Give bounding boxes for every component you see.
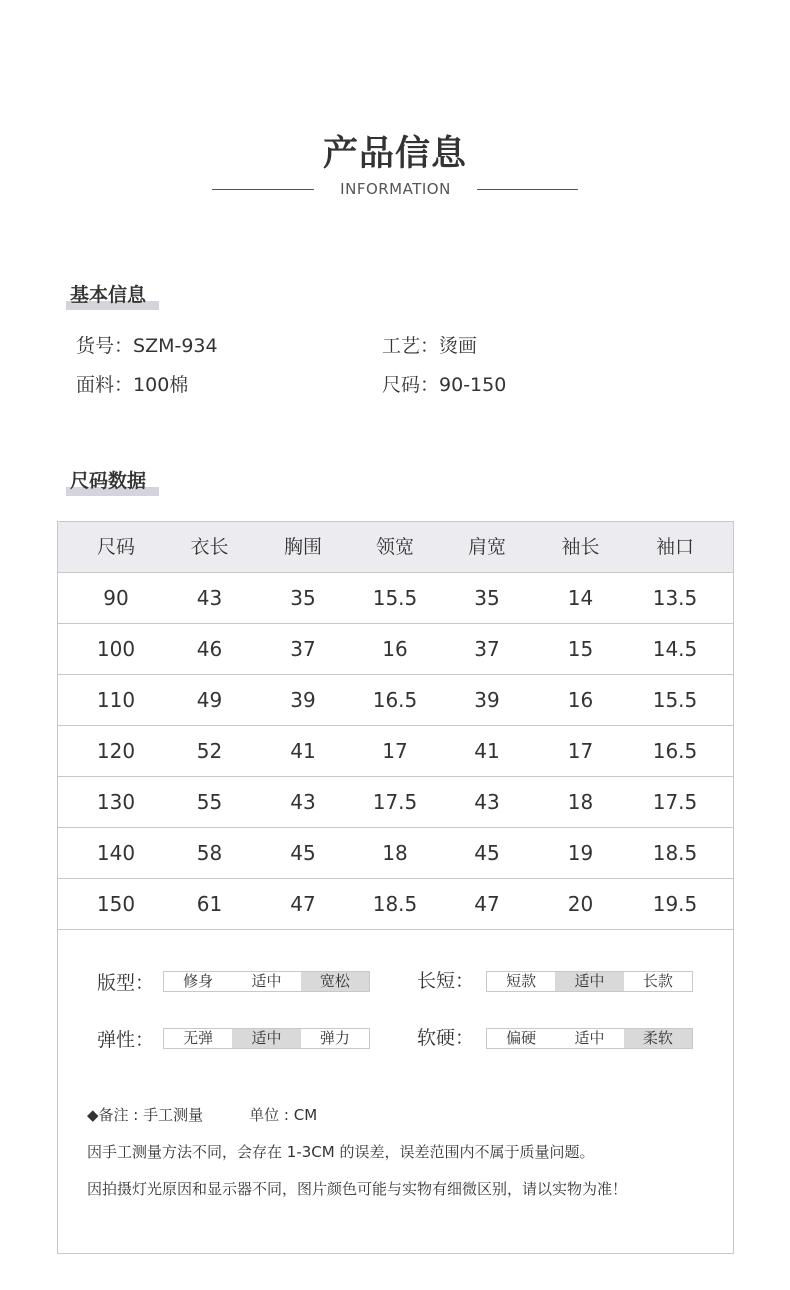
table-cell: 16.5: [652, 739, 698, 763]
softness-options: [486, 1028, 693, 1049]
softness-option-soft: 柔软: [624, 1029, 692, 1048]
subtitle-row: [0, 180, 790, 200]
table-cell: 39: [474, 688, 500, 712]
note-color-difference: 因拍摄灯光原因和显示器不同，图片颜色可能与实物有细微区别，请以实物为准！: [87, 1180, 628, 1198]
note-measurement-error: 因手工测量方法不同，会存在 1-3CM 的误差，误差范围内不属于质量问题。: [87, 1143, 595, 1161]
column-header: 袖口: [655, 536, 694, 558]
column-header: 尺码: [96, 536, 135, 558]
length-option-regular: 适中: [555, 972, 623, 991]
table-cell: 35: [290, 586, 316, 610]
table-cell: 37: [290, 637, 316, 661]
table-cell: 110: [96, 688, 136, 712]
table-cell: 14: [567, 586, 594, 610]
page-subtitle: INFORMATION: [340, 180, 451, 198]
info-item-craft: [382, 331, 477, 358]
table-cell: 35: [474, 586, 500, 610]
table-row: [58, 879, 733, 930]
table-cell: 13.5: [652, 586, 698, 610]
table-cell: 39: [290, 688, 316, 712]
table-cell: 41: [290, 739, 316, 763]
table-cell: 19: [567, 841, 594, 865]
column-header: 衣长: [190, 536, 229, 558]
table-cell: 130: [96, 790, 136, 814]
softness-option-stiff: 偏硬: [506, 1029, 537, 1047]
table-cell: 52: [196, 739, 223, 763]
info-item-style-number: [76, 331, 218, 358]
table-cell: 15: [567, 637, 594, 661]
table-cell: 41: [474, 739, 500, 763]
table-cell: 19.5: [652, 892, 698, 916]
table-cell: 55: [196, 790, 223, 814]
elasticity-option-none: 无弹: [183, 1029, 214, 1047]
table-cell: 17: [382, 739, 408, 763]
table-cell: 58: [196, 841, 223, 865]
info-item-size-range: [382, 370, 506, 397]
remark-line: [87, 1104, 317, 1125]
table-cell: 47: [290, 892, 316, 916]
table-cell: 47: [474, 892, 500, 916]
table-row: [58, 828, 733, 879]
page-title: 产品信息: [322, 134, 467, 174]
length-options: [486, 971, 693, 992]
info-value: 90-150: [439, 374, 507, 396]
table-cell: 18: [382, 841, 408, 865]
table-cell: 45: [290, 841, 316, 865]
table-cell: 120: [96, 739, 136, 763]
fit-option-regular: 适中: [251, 972, 282, 990]
table-cell: 17: [567, 739, 594, 763]
elasticity-label: 弹性：: [97, 1029, 155, 1051]
info-value: SZM-934: [133, 335, 218, 357]
column-header: 袖长: [561, 536, 600, 558]
fit-option-slim: 修身: [183, 972, 214, 990]
table-cell: 15.5: [652, 688, 698, 712]
basic-info-heading-text: 基本信息: [70, 284, 147, 306]
table-cell: 46: [196, 637, 223, 661]
table-cell: 16.5: [372, 688, 418, 712]
length-option-short: 短款: [506, 972, 537, 990]
table-cell: 43: [196, 586, 223, 610]
softness-label: 软硬：: [417, 1027, 475, 1049]
elasticity-options: [163, 1028, 370, 1049]
info-label: 工艺：: [382, 335, 440, 357]
table-cell: 14.5: [652, 637, 698, 661]
column-header: 领宽: [375, 536, 414, 558]
elasticity-option-stretch: 弹力: [319, 1029, 350, 1047]
table-cell: 37: [474, 637, 500, 661]
info-item-fabric: [76, 370, 188, 397]
size-data-heading-text: 尺码数据: [70, 470, 147, 492]
table-cell: 43: [474, 790, 500, 814]
table-cell: 100: [96, 637, 136, 661]
table-row: [58, 675, 733, 726]
info-value: 烫画: [439, 335, 478, 357]
elasticity-option-regular: 适中: [232, 1029, 300, 1048]
column-header: 肩宽: [467, 536, 506, 558]
fit-option-loose: 宽松: [301, 972, 369, 991]
unit-text: 单位 : CM: [249, 1106, 318, 1124]
table-cell: 20: [567, 892, 594, 916]
table-cell: 16: [567, 688, 594, 712]
table-cell: 18.5: [652, 841, 698, 865]
table-cell: 17.5: [652, 790, 698, 814]
table-cell: 140: [96, 841, 136, 865]
table-header-row: [58, 522, 733, 573]
length-option-long: 长款: [642, 972, 673, 990]
table-row: [58, 624, 733, 675]
table-cell: 45: [474, 841, 500, 865]
table-row: [58, 777, 733, 828]
length-label: 长短：: [417, 970, 475, 992]
table-cell: 15.5: [372, 586, 418, 610]
divider-right: [477, 189, 578, 190]
table-cell: 61: [196, 892, 223, 916]
table-cell: 150: [96, 892, 136, 916]
divider-left: [212, 189, 314, 190]
table-row: [58, 573, 733, 624]
table-cell: 17.5: [372, 790, 418, 814]
info-label: 尺码：: [382, 374, 440, 396]
table-cell: 90: [103, 586, 129, 610]
fit-label: 版型：: [97, 972, 155, 994]
table-cell: 18.5: [372, 892, 418, 916]
table-cell: 16: [382, 637, 408, 661]
softness-option-regular: 适中: [574, 1029, 605, 1047]
fit-options: [163, 971, 370, 992]
info-value: 100棉: [133, 374, 189, 396]
table-cell: 18: [567, 790, 594, 814]
table-row: [58, 726, 733, 777]
table-cell: 49: [196, 688, 223, 712]
remark-text: ◆备注 : 手工测量: [87, 1106, 204, 1124]
info-label: 面料：: [76, 374, 134, 396]
column-header: 胸围: [283, 536, 322, 558]
table-cell: 43: [290, 790, 316, 814]
info-label: 货号：: [76, 335, 134, 357]
